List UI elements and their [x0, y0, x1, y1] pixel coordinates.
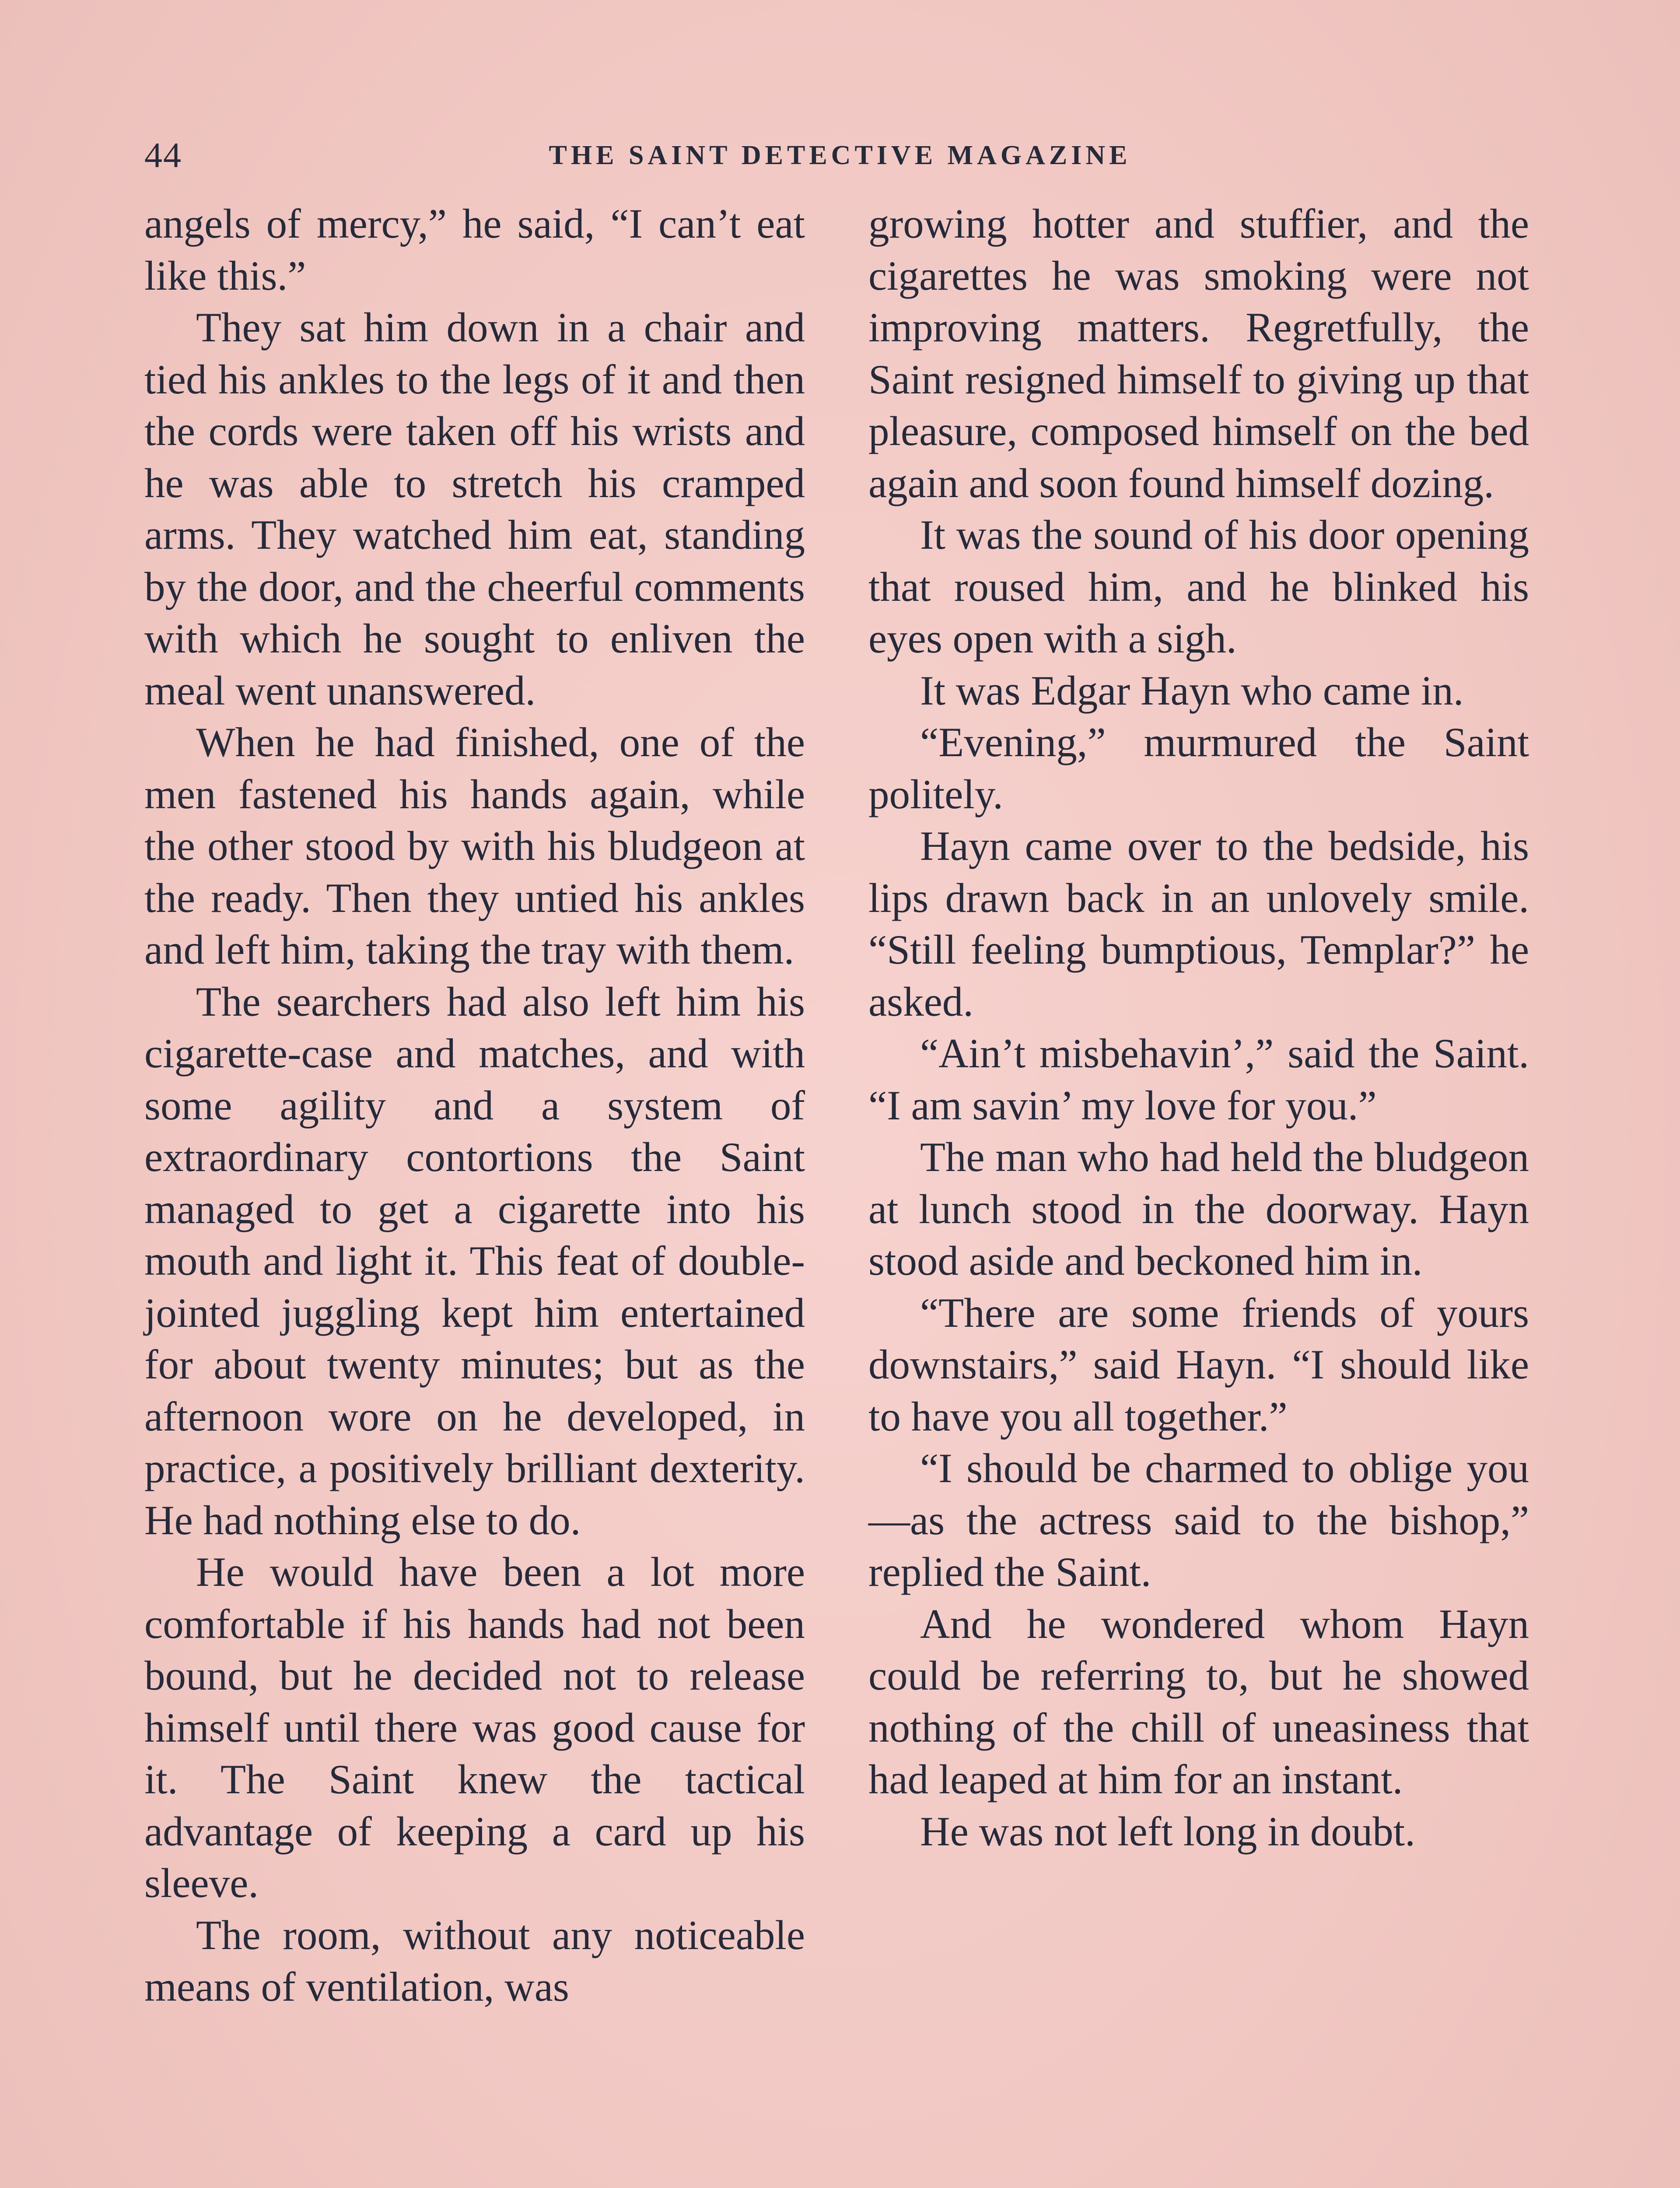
page-number: 44 [144, 135, 182, 175]
paragraph: “There are some friends of yours downstairs,” said Hayn. “I should like to have you all together.” [868, 1289, 1529, 1440]
paragraph: “I should be charmed to oblige you—as the actress said to the bishop,” replied the Saint. [868, 1445, 1529, 1595]
paragraph: And he wondered whom Hayn could be referring to, but he showed nothing of the chill of uneasiness that had leaped at him for an instant. [868, 1600, 1529, 1802]
page-header [144, 131, 1536, 179]
paragraph: He was not left long in doubt. [920, 1808, 1415, 1855]
paragraph: The searchers had also left him his cigarette-case and matches, and with some agility and a system of extraordinary contortions the Saint managed to get a cigarette into his mouth and light it. This feat of double-jointed juggling kept him entertained for about twenty minutes; but as the afternoon wore on he developed, in practice, a positively brilliant dexterity. He had nothing else to do. [144, 978, 805, 1543]
paragraph: He would have been a lot more comfortable if his hands had not been bound, but he decided not to release himself until there was good cause for it. The Saint knew the tactical advantage of keeping a card up his sleeve. [144, 1549, 805, 1906]
paragraph: The man who had held the bludgeon at lunch stood in the doorway. Hayn stood aside and beckoned him in. [868, 1134, 1529, 1284]
running-head: THE SAINT DETECTIVE MAGAZINE [549, 140, 1131, 170]
paragraph: The room, without any noticeable means of ventilation, was [144, 1911, 805, 2010]
right-column [868, 198, 1529, 1857]
paragraph: Hayn came over to the bedside, his lips drawn back in an unlovely smile. “Still feeling bumptious, Templar?” he asked. [868, 823, 1529, 1025]
paragraph: It was the sound of his door opening that roused him, and he blinked his eyes open with a sigh. [868, 512, 1529, 662]
paragraph: “Ain’t misbehavin’,” said the Saint. “I am savin’ my love for you.” [868, 1030, 1529, 1129]
paragraph: It was Edgar Hayn who came in. [920, 667, 1464, 714]
paragraph: When he had finished, one of the men fastened his hands again, while the other stood by with his bludgeon at the ready. Then they untied his ankles and left him, taking the tray with them. [144, 719, 805, 973]
paragraph: “Evening,” murmured the Saint politely. [868, 719, 1529, 817]
paragraph: angels of mercy,” he said, “I can’t eat like this.” [144, 200, 805, 299]
paragraph: growing hotter and stuffier, and the cigarettes he was smoking were not improving matters. Regretfully, the Saint resigned himself to giving up that pleasure, composed himself on the bed again and soon found himself dozing. [868, 200, 1529, 506]
paragraph: They sat him down in a chair and tied his ankles to the legs of it and then the cords were taken off his wrists and he was able to stretch his cramped arms. They watched him eat, standing by the door, and the cheerful comments with which he sought to enliven the meal went unanswered. [144, 304, 805, 714]
left-column [144, 198, 805, 2013]
